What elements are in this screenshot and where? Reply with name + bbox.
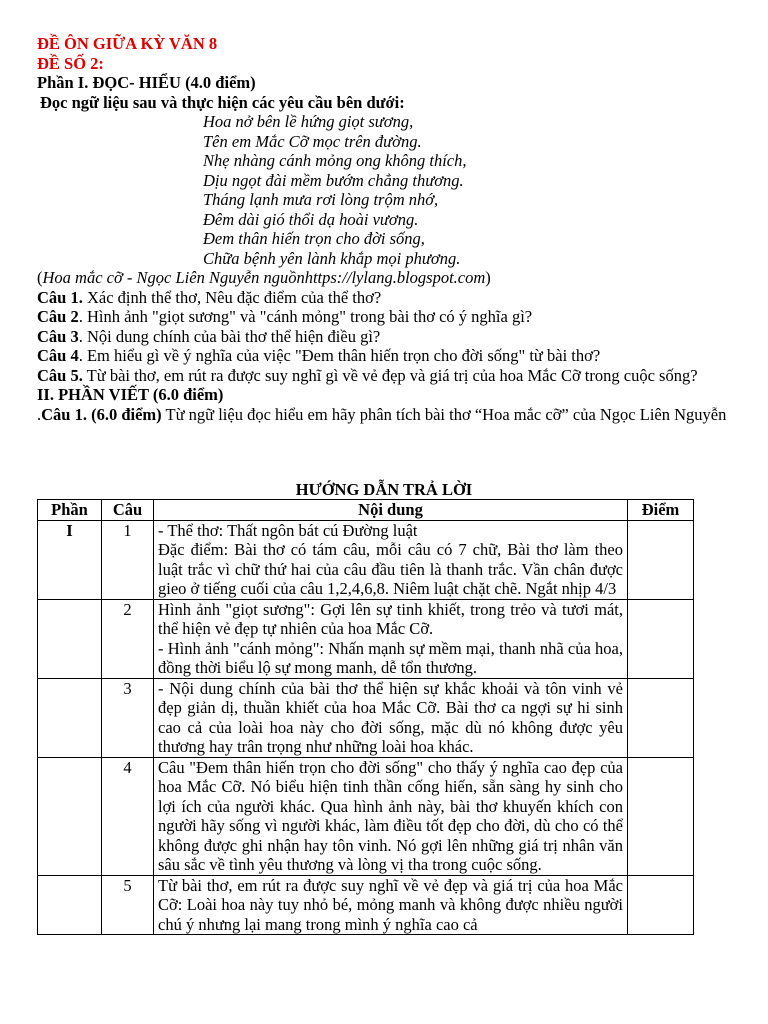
part-cell	[38, 599, 102, 678]
table-row	[38, 875, 694, 934]
score-cell	[628, 757, 694, 875]
score-cell	[628, 520, 694, 599]
instruction-text: Đọc ngữ liệu sau và thực hiện các yêu cầu bên dưới:	[40, 92, 405, 112]
poem-line: Chữa bệnh yên lành khắp mọi phương.	[203, 248, 461, 268]
content-cell	[154, 599, 628, 678]
poem-source-text: Hoa mắc cỡ - Ngọc Liên Nguyễn nguồnhttps://lylang.blogspot.com	[42, 268, 486, 287]
header-content: Nội dung	[154, 500, 628, 521]
part2-heading: II. PHẦN VIẾT (6.0 điểm)	[37, 385, 224, 404]
exam-text	[37, 34, 737, 424]
question-cell: 3	[102, 678, 154, 757]
content-paragraph: Hình ảnh "giọt sương": Gợi lên sự tinh khiết, trong trẻo và tươi mát, thể hiện vẻ đẹp tự nhiên của hoa Mắc Cỡ.	[158, 599, 623, 638]
part2-question	[37, 405, 737, 425]
question-label: Câu 5.	[37, 365, 83, 385]
poem-source: (Hoa mắc cỡ - Ngọc Liên Nguyễn nguồnhttps://lylang.blogspot.com)	[37, 268, 491, 287]
content-cell	[154, 875, 628, 934]
question-text: . Em hiểu gì về ý nghĩa của việc "Đem thân hiến trọn cho đời sống" từ bài thơ?	[78, 346, 601, 365]
content-paragraph: - Thể thơ: Thất ngôn bát cú Đường luật	[158, 520, 418, 540]
content-cell	[154, 757, 628, 875]
header-question: Câu	[102, 500, 154, 521]
content-cell	[154, 520, 628, 599]
table-row	[38, 678, 694, 757]
score-cell	[628, 875, 694, 934]
question-3	[37, 327, 737, 347]
exam-number: ĐỀ SỐ 2:	[37, 53, 104, 73]
poem-line: Dịu ngọt đài mềm bướm chẳng thương.	[203, 170, 464, 190]
part-cell	[38, 678, 102, 757]
question-text: . Nội dung chính của bài thơ thể hiện điều gì?	[78, 326, 381, 346]
question-cell: 1	[102, 520, 154, 599]
content-paragraph: Từ bài thơ, em rút ra được suy nghĩ về vẻ đẹp và giá trị của hoa Mắc Cỡ: Loài hoa này tuy nhỏ bé, mỏng manh và không được nhiều người chú ý nhưng lại mang trong mình ý nghĩa cao cả	[158, 875, 623, 934]
part-cell	[38, 757, 102, 875]
content-paragraph: - Hình ảnh "cánh mỏng": Nhấn mạnh sự mềm mại, thanh nhã của hoa, đồng thời biểu lộ sự mong manh, dễ tổn thương.	[158, 638, 623, 677]
content-cell	[154, 678, 628, 757]
question-5	[37, 366, 737, 386]
question-label: Câu 2	[37, 307, 79, 326]
content-paragraph: Câu "Đem thân hiến trọn cho đời sống" cho thấy ý nghĩa cao đẹp của hoa Mắc Cỡ. Nó biểu hiện tinh thần cống hiến, sẵn sàng hy sinh cho lợi ích của người khác. Qua hình ảnh này, bài thơ khuyến khích con người hãy sống vì người khác, làm điều tốt đẹp cho đời, dù cho có thể không được ghi nhận hay tôn vinh. Nó gợi lên những giá trị nhân văn sâu sắc về tình yêu thương và lòng vị tha trong cuộc sống.	[158, 757, 623, 874]
part-cell: I	[38, 520, 102, 599]
content-paragraph: Đặc điểm: Bài thơ có tám câu, mỗi câu có 7 chữ, Bài thơ làm theo luật trắc vì chữ thứ hai của câu đầu tiên là thanh trắc. Vần chân được gieo ở tiếng cuối của câu 1,2,4,6,8. Niêm luật chặt chẽ. Ngắt nhịp 4/3	[158, 540, 623, 598]
content-paragraph: - Nội dung chính của bài thơ thể hiện sự khắc khoải và tôn vinh vẻ đẹp giản dị, thuần khiết của hoa Mắc Cỡ. Bài thơ ca ngợi sự hi sinh cao cả của loài hoa này cho đời sống, mặc dù nó không được yêu thương hay trân trọng như những loài hoa khác.	[158, 678, 623, 756]
poem-line: Tháng lạnh mưa rơi lòng trộm nhớ,	[203, 190, 439, 209]
part-cell	[38, 875, 102, 934]
table-row	[38, 599, 694, 678]
score-cell	[628, 678, 694, 757]
table-row	[38, 520, 694, 599]
question-label: Câu 1.	[37, 287, 83, 307]
exam-title: ĐỀ ÔN GIỮA KỲ VĂN 8	[37, 34, 218, 53]
poem-line: Hoa nở bên lề hứng giọt sương,	[203, 112, 414, 131]
poem-line: Tên em Mắc Cỡ mọc trên đường.	[203, 131, 422, 151]
question-text: Xác định thể thơ, Nêu đặc điểm của thể thơ?	[82, 287, 382, 307]
answer-guide-title: HƯỚNG DẪN TRẢ LỜI	[295, 480, 473, 499]
question-label: Câu 4	[37, 346, 79, 365]
question-label: Câu 3	[37, 326, 79, 346]
part2-text: Từ ngữ liệu đọc hiểu em hãy phân tích bài thơ “Hoa mắc cỡ” của Ngọc Liên Nguyễn	[161, 404, 727, 424]
question-1	[37, 288, 737, 308]
part2-label: Câu 1. (6.0 điểm)	[41, 404, 162, 424]
poem-line: Đem thân hiến trọn cho đời sống,	[203, 229, 425, 248]
table-header-row	[38, 500, 694, 521]
poem-line: Đêm dài gió thổi dạ hoài vương.	[203, 209, 419, 229]
question-cell: 5	[102, 875, 154, 934]
table-row	[38, 757, 694, 875]
poem	[37, 112, 737, 268]
answer-table	[37, 499, 694, 935]
question-4	[37, 346, 737, 366]
header-score: Điểm	[628, 500, 694, 521]
poem-line: Nhẹ nhàng cánh mỏng ong không thích,	[203, 151, 467, 170]
question-text: . Hình ảnh "giọt sương" và "cánh mỏng" trong bài thơ có ý nghĩa gì?	[78, 307, 533, 326]
header-part: Phần	[38, 500, 102, 521]
part2-prefix: .	[37, 404, 42, 424]
question-text: Từ bài thơ, em rút ra được suy nghĩ gì về vẻ đẹp và giá trị của hoa Mắc Cỡ trong cuộc sống?	[82, 365, 698, 385]
question-cell: 2	[102, 599, 154, 678]
part1-heading: Phần I. ĐỌC- HIỂU (4.0 điểm)	[37, 73, 256, 92]
question-cell: 4	[102, 757, 154, 875]
score-cell	[628, 599, 694, 678]
question-2	[37, 307, 737, 327]
